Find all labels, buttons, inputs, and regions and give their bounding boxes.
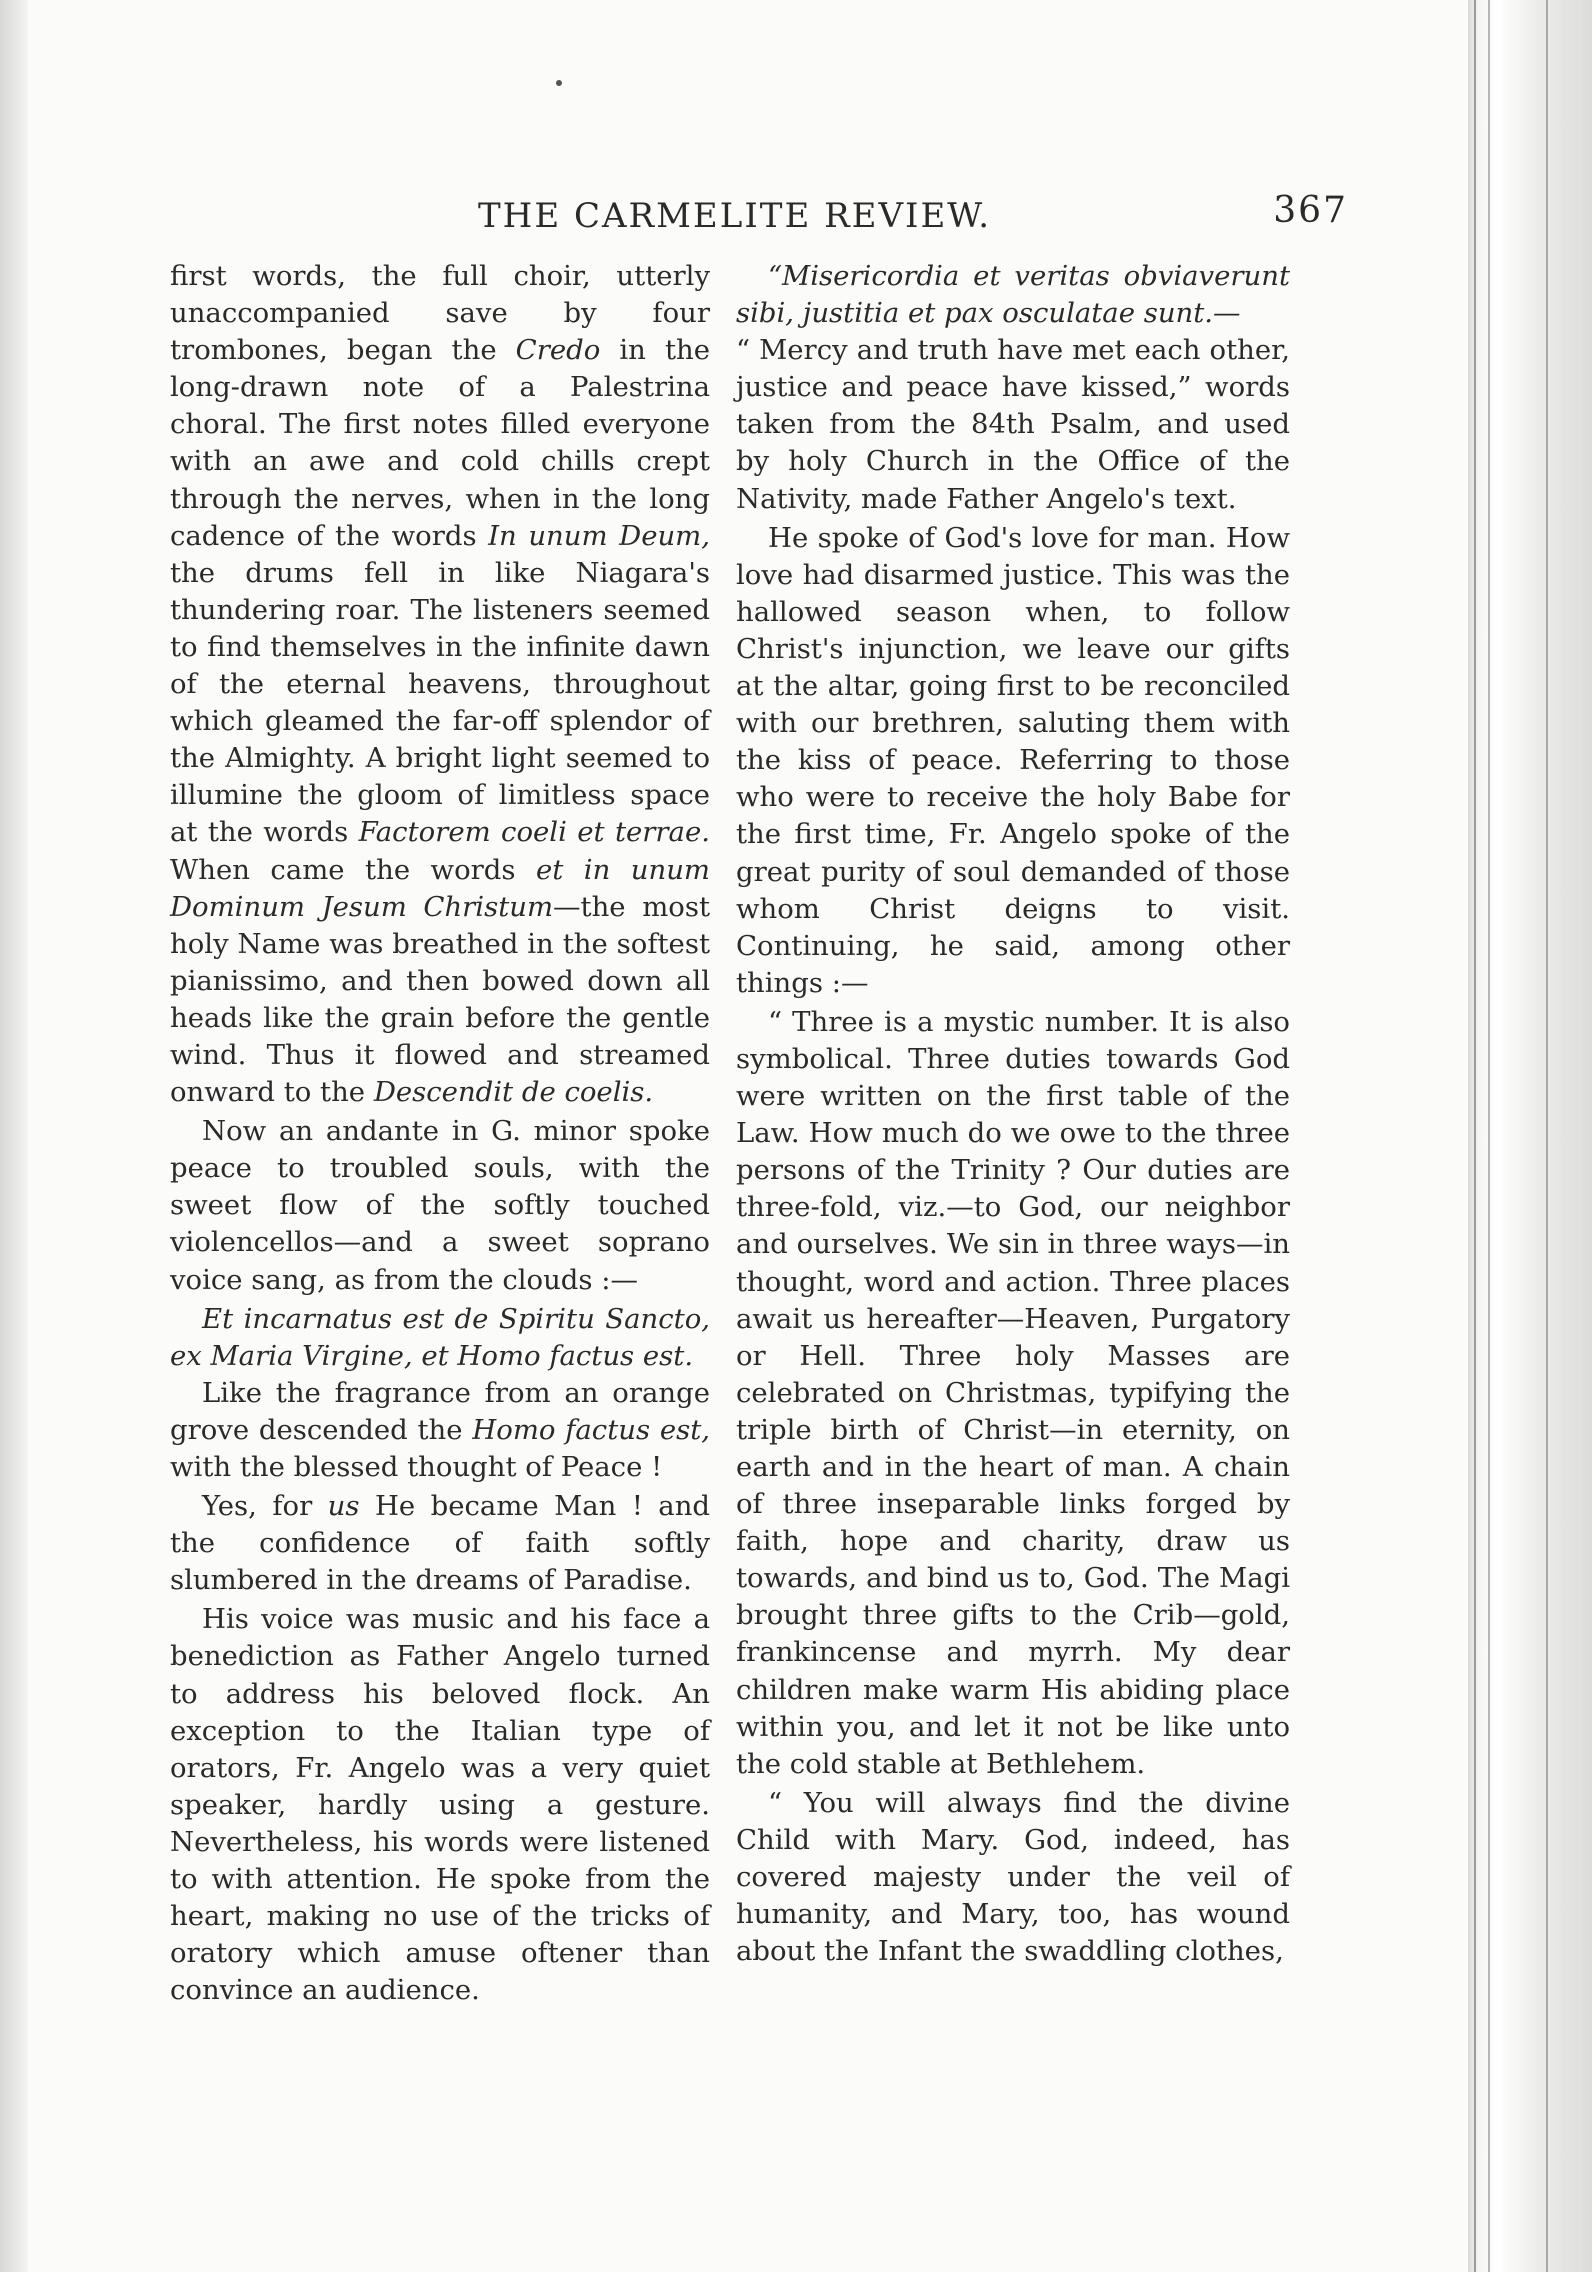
paragraph: “ You will always find the divine Child with Mary. God, indeed, has covered majesty under the veil of humanity, and Mary, too, has wound about the Infant the swaddling clothes, <box>736 1786 1290 1968</box>
paragraph: first words, the full choir, utterly unaccompanied save by four trombones, began the Credo in the long-drawn note of a Palestrina choral. The first notes filled everyone with an awe and cold chills crept through the nerves, when in the long cadence of the words In unum Deum, the drums fell in like Niagara's thundering roar. The listeners seemed to find themselves in the infinite dawn of the eternal heavens, throughout which gleamed the far-off splendor of the Almighty. A bright light seemed to illumine the gloom of limitless space at the words Factorem coeli et terrae. When came the words et in unum Dominum Jesum Christum—the most holy Name was breathed in the softest pianissimo, and then bowed down all heads like the grain before the gentle wind. Thus it flowed and streamed onward to the Descendit de coelis. <box>170 260 710 1109</box>
latin-quote: “Misericordia et veritas obviaverunt sibi, justitia et pax osculatae sunt.— <box>736 260 1290 330</box>
print-speck <box>556 80 562 86</box>
paragraph: “ Mercy and truth have met each other, justice and peace have kissed,” words taken from the 84th Psalm, and used by holy Church in the Office of the Nativity, made Father Angelo's text. <box>736 334 1290 515</box>
page-left-edge <box>0 0 28 2272</box>
binding-line <box>1474 0 1476 2272</box>
right-column <box>736 258 1290 1970</box>
running-header <box>478 190 1348 244</box>
paragraph: He spoke of God's love for man. How love had disarmed justice. This was the hallowed season when, to follow Christ's injunction, we leave our gifts at the altar, going first to be reconciled with our brethren, saluting them with the kiss of peace. Referring to those who were to receive the holy Babe for the first time, Fr. Angelo spoke of the great purity of soul demanded of those whom Christ deigns to visit. Continuing, he said, among other things :— <box>736 521 1290 999</box>
paragraph: His voice was music and his face a benediction as Father Angelo turned to address his beloved flock. An exception to the Italian type of orators, Fr. Angelo was a very quiet speaker, hardly using a gesture. Nevertheless, his words were listened to with attention. He spoke from the heart, making no use of the tricks of oratory which amuse oftener than convince an audience. <box>170 1603 710 2007</box>
journal-title: THE CARMELITE REVIEW. <box>478 196 992 236</box>
paragraph: Now an andante in G. minor spoke peace to troubled souls, with the sweet flow of the softly touched violencellos—and a sweet soprano voice sang, as from the clouds :— <box>170 1115 710 1296</box>
paragraph: “ Three is a mystic number. It is also symbolical. Three duties towards God were written on the first table of the Law. How much do we owe to the three persons of the Trinity ? Our duties are three-fold, viz.—to God, our neighbor and ourselves. We sin in three ways—in thought, word and action. Three places await us hereafter—Heaven, Purgatory or Hell. Three holy Masses are celebrated on Christmas, typifying the triple birth of Christ—in eternity, on earth and in the heart of man. A chain of three inseparable links forged by faith, hope and charity, draw us towards, and bind us to, God. The Magi brought three gifts to the Crib—gold, frankincense and myrrh. My dear children make warm His abiding place within you, and let it not be like unto the cold stable at Bethlehem. <box>736 1005 1290 1780</box>
latin-quote: Et incarnatus est de Spiritu Sancto, ex Maria Virgine, et Homo factus est. <box>170 1302 710 1372</box>
paragraph: Like the fragrance from an orange grove descended the Homo factus est, with the blessed thought of Peace ! <box>170 1376 711 1483</box>
page-binding-edge <box>1468 0 1592 2272</box>
left-column <box>170 258 710 2009</box>
paragraph: Yes, for us He became Man ! and the confidence of faith softly slumbered in the dreams of Paradise. <box>170 1490 711 1597</box>
page-number: 367 <box>1273 190 1348 231</box>
binding-line <box>1546 0 1548 2272</box>
book-page <box>28 0 1468 2272</box>
binding-line <box>1488 0 1490 2272</box>
